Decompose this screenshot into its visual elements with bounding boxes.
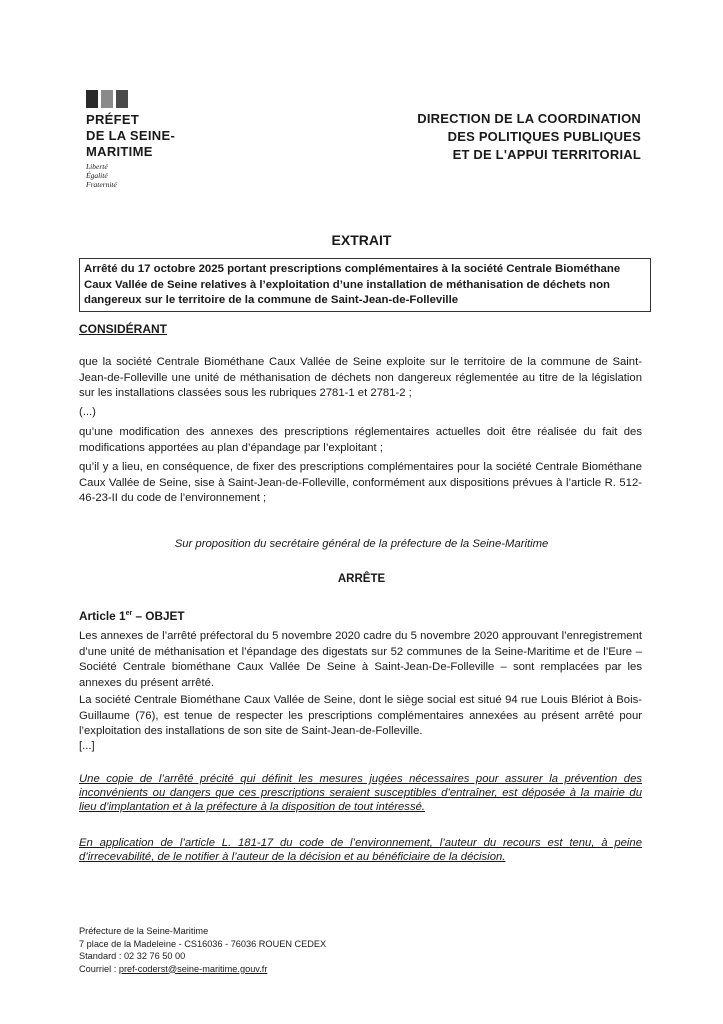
footer-line: 7 place de la Madeleine - CS16036 - 76036 ROUEN CEDEX bbox=[79, 938, 327, 949]
devise-line: Fraternité bbox=[86, 180, 117, 189]
consideration-paragraph: qu’une modification des annexes des prescriptions réglementaires actuelles doit être réalisée du fait des modifications apportées au plan d’épandage par l’exploitant ; bbox=[79, 426, 642, 454]
article-heading bbox=[79, 609, 185, 623]
direction-line: DES POLITIQUES PUBLIQUES bbox=[447, 129, 641, 144]
prefet-line: MARITIME bbox=[86, 144, 153, 159]
direction-line: ET DE L'APPUI TERRITORIAL bbox=[452, 147, 641, 162]
ellipsis: [...] bbox=[79, 740, 95, 752]
marianne-flag-icon bbox=[86, 90, 206, 108]
courriel-label: Courriel : bbox=[79, 963, 119, 974]
ellipsis: (...) bbox=[79, 406, 96, 418]
footer-address bbox=[79, 925, 326, 975]
considerant-heading: CONSIDÉRANT bbox=[79, 322, 168, 336]
footer-line: Standard : 02 32 76 50 00 bbox=[79, 951, 186, 961]
direction-line: DIRECTION DE LA COORDINATION bbox=[417, 111, 641, 126]
article-number: Article 1 bbox=[79, 609, 126, 623]
article-paragraph: Les annexes de l’arrêté préfectoral du 5 novembre 2020 cadre du 5 novembre 2020 approuvant l’enregistrement d’une unité de méthanisation et l’épandage des digestats sur 52 communes de la Seine-Maritime et de l’Eure – Société Centrale biométhane Caux Vallée De Seine à Saint-Jean-De-Folleville – sont remplacées par les annexes du présent arrêté. bbox=[79, 630, 642, 689]
prefet-line: DE LA SEINE- bbox=[86, 128, 176, 143]
footer-line: Préfecture de la Seine-Maritime bbox=[79, 926, 209, 936]
notice-paragraph: En application de l’article L. 181-17 du code de l’environnement, l’auteur du recours est tenu, à peine d’irrecevabilité, de le notifier à l’auteur de la décision et au bénéficiaire de la décision. bbox=[79, 837, 642, 863]
direction-heading bbox=[417, 110, 641, 164]
article-title: – OBJET bbox=[132, 609, 185, 623]
devise-line: Égalité bbox=[86, 171, 108, 180]
prefet-title bbox=[86, 112, 206, 160]
prefet-line: PRÉFET bbox=[86, 112, 140, 127]
article-paragraph: La société Centrale Biométhane Caux Vallée de Seine, dont le siège social est situé 94 rue Louis Blériot à Bois-Guillaume (76), est tenue de respecter les prescriptions complémentaires annexées au présent arrêté pour l’exploitation des installations de son site de Saint-Jean-de-Folleville. bbox=[79, 694, 642, 737]
notice-paragraph: Une copie de l’arrêté précité qui définit les mesures jugées nécessaires pour assurer la prévention des inconvénients ou dangers que ces prescriptions seraient susceptibles d’entraîner, est déposée à la mairie du lieu d’implantation et à la préfecture à la disposition de tout intéressé. bbox=[79, 773, 642, 813]
extrait-heading: EXTRAIT bbox=[331, 232, 392, 248]
arrete-title-box: Arrêté du 17 octobre 2025 portant prescriptions complémentaires à la société Centrale Biométhane Caux Vallée de Seine relatives à l’exploitation d’une installation de méthanisation de déchets non dangereux sur le territoire de la commune de Saint-Jean-de-Folleville bbox=[79, 258, 651, 312]
prefecture-logo bbox=[86, 90, 206, 189]
devise-line: Liberté bbox=[86, 162, 108, 171]
devise bbox=[86, 162, 206, 189]
proposition-line: Sur proposition du secrétaire général de la préfecture de la Seine-Maritime bbox=[174, 538, 549, 550]
arrete-heading: ARRÊTE bbox=[337, 573, 386, 585]
consideration-paragraph: que la société Centrale Biométhane Caux Vallée de Seine exploite sur le territoire de la commune de Saint-Jean-de-Folleville une unité de méthanisation de déchets non dangereux réglementée au titre de la législation sur les installations classées sous les rubriques 2781-1 et 2781-2 ; bbox=[79, 356, 642, 399]
consideration-paragraph: qu’il y a lieu, en conséquence, de fixer des prescriptions complémentaires pour la société Centrale Biométhane Caux Vallée de Seine, sise à Saint-Jean-de-Folleville, conformément aux dispositions prévues à l’article R. 512-46-23-II du code de l’environnement ; bbox=[79, 461, 642, 504]
email-link[interactable]: pref-coderst@seine-maritime.gouv.fr bbox=[118, 963, 268, 974]
article-sup: er bbox=[125, 610, 133, 618]
footer-line bbox=[79, 963, 326, 976]
